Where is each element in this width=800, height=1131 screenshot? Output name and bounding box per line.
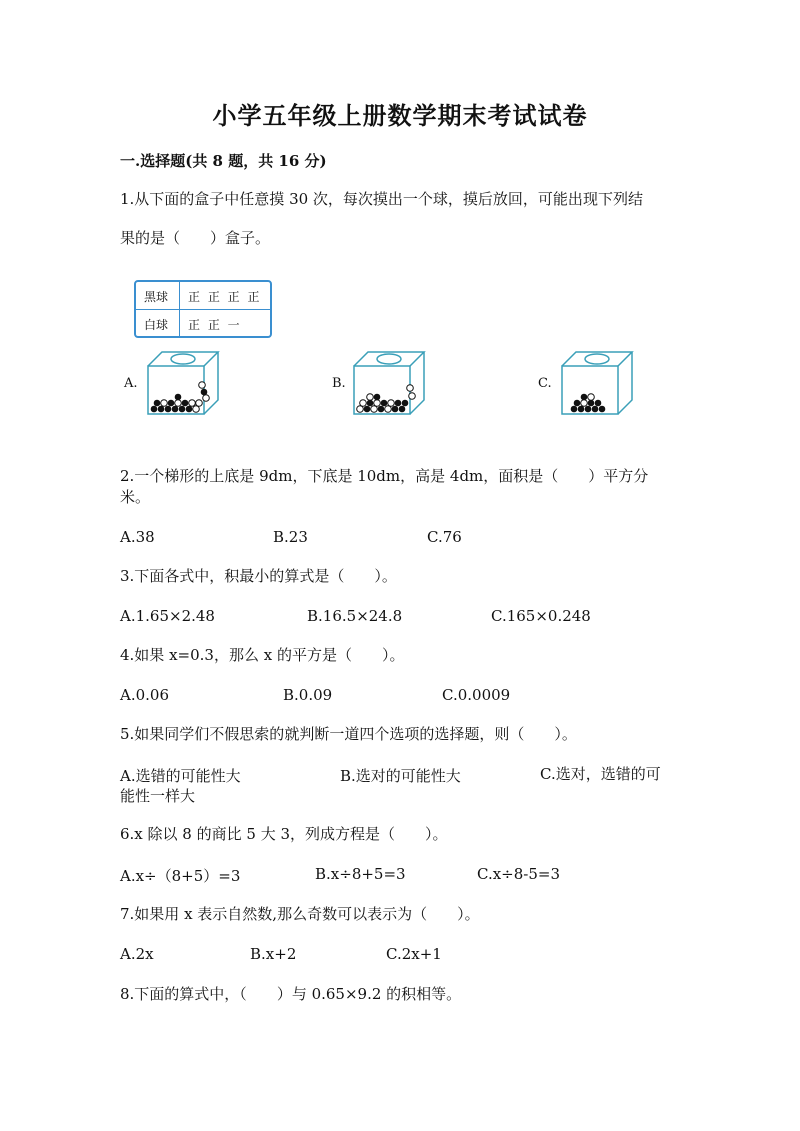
black-ball-marks: 正 正 正 正	[188, 290, 262, 304]
question-5-option-c-line-1: C.选对，选错的可	[540, 765, 661, 783]
black-ball-label: 黑球	[144, 290, 169, 304]
question-7-option-c: C.2x+1	[386, 945, 442, 963]
question-2-line-1: 2.一个梯形的上底是 9dm，下底是 10dm，高是 4dm，面积是（ ）平方分	[120, 467, 649, 485]
question-5-option-c-line-2: 能性一样大	[120, 787, 196, 805]
question-4-option-c: C.0.0009	[442, 686, 511, 704]
section-heading: 一.选择题(共 8 题，共 16 分)	[120, 152, 327, 170]
question-1-line-2: 果的是（ ）盒子。	[120, 229, 271, 247]
question-7-option-b: B.x+2	[250, 945, 297, 963]
question-1-line-1: 1.从下面的盒子中任意摸 30 次，每次摸出一个球，摸后放回，可能出现下列结	[120, 190, 643, 208]
white-ball-label: 白球	[144, 318, 169, 332]
question-5-option-b: B.选对的可能性大	[340, 767, 461, 785]
question-4-text: 4.如果 x=0.3，那么 x 的平方是（ ）。	[120, 646, 405, 664]
option-b-label: B.	[332, 376, 346, 391]
question-2-option-c: C.76	[427, 528, 462, 546]
question-2-option-a: A.38	[120, 528, 155, 546]
ball-box-c-image	[560, 350, 636, 416]
question-3-option-a: A.1.65×2.48	[120, 607, 215, 625]
ball-box-b-image	[352, 350, 428, 416]
white-ball-marks: 正 正 一	[188, 318, 242, 332]
question-2-option-b: B.23	[273, 528, 308, 546]
option-a-label: A.	[124, 376, 138, 391]
question-3-option-c: C.165×0.248	[491, 607, 591, 625]
question-2-line-2: 米。	[120, 488, 151, 506]
question-7-text: 7.如果用 x 表示自然数,那么奇数可以表示为（ ）。	[120, 905, 480, 923]
option-c-label: C.	[538, 376, 552, 391]
tally-row-black	[136, 282, 270, 308]
page-title: 小学五年级上册数学期末考试试卷	[212, 101, 588, 130]
ball-box-a-image	[146, 350, 222, 416]
question-6-option-c: C.x÷8-5=3	[477, 865, 561, 883]
question-4-option-b: B.0.09	[283, 686, 333, 704]
question-6-text: 6.x 除以 8 的商比 5 大 3，列成方程是（ ）。	[120, 825, 448, 843]
question-7-option-a: A.2x	[120, 945, 154, 963]
tally-row-white	[136, 310, 270, 336]
question-6-option-b: B.x÷8+5=3	[315, 865, 406, 883]
question-8-text: 8.下面的算式中，（ ）与 0.65×9.2 的积相等。	[120, 985, 462, 1003]
question-5-text: 5.如果同学们不假思索的就判断一道四个选项的选择题，则（ ）。	[120, 725, 577, 743]
question-6-option-a: A.x÷（8+5）=3	[120, 867, 241, 885]
question-5-option-a: A.选错的可能性大	[120, 767, 241, 785]
tally-table	[134, 280, 272, 338]
question-3-option-b: B.16.5×24.8	[307, 607, 403, 625]
question-4-option-a: A.0.06	[120, 686, 169, 704]
question-3-text: 3.下面各式中，积最小的算式是（ ）。	[120, 567, 397, 585]
